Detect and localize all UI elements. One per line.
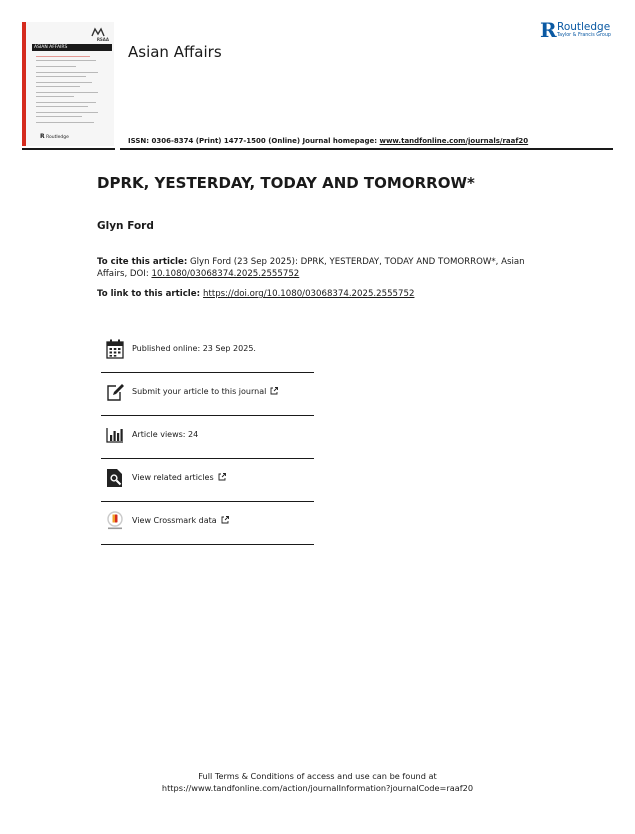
publisher-logo: [540, 20, 616, 42]
article-link: To link to this article: https://doi.org/10.1080/03068374.2025.2555752: [97, 289, 415, 299]
article-views-text: Article views: 24: [132, 430, 199, 439]
article-author: Glyn Ford: [97, 220, 154, 232]
published-online-text: Published online: 23 Sep 2025.: [132, 344, 256, 353]
related-articles-row[interactable]: [101, 459, 314, 502]
header-rule: [22, 148, 115, 150]
published-online-row: [101, 330, 314, 373]
related-articles-link[interactable]: View related articles: [132, 473, 226, 482]
crossmark-icon: [106, 511, 124, 531]
article-title: DPRK, YESTERDAY, TODAY AND TOMORROW*: [97, 174, 475, 192]
journal-name: Asian Affairs: [128, 43, 222, 61]
publisher-name: Routledge: [557, 21, 611, 33]
external-link-icon: [270, 387, 278, 395]
terms-link[interactable]: https://www.tandfonline.com/action/journalInformation?journalCode=raaf20: [161, 783, 474, 793]
cover-publisher-logo: R Routledge: [40, 133, 69, 140]
publisher-tagline: Taylor & Francis Group: [557, 33, 611, 38]
submit-article-link[interactable]: Submit your article to this journal: [132, 387, 278, 396]
terms-text: Full Terms & Conditions of access and use can be found at: [198, 771, 437, 781]
journal-cover-image: [22, 22, 114, 146]
calendar-icon: [106, 339, 124, 359]
edit-icon: [106, 382, 124, 402]
citation: To cite this article: Glyn Ford (23 Sep 2025): DPRK, YESTERDAY, TODAY AND TOMORROW*, Asian Affairs, DOI: 10.1080/03068374.2025.2555752: [97, 257, 525, 279]
crossmark-link[interactable]: View Crossmark data: [132, 516, 229, 525]
article-info-list: [101, 330, 314, 545]
issn-line: ISSN: 0306-8374 (Print) 1477-1500 (Online) Journal homepage: www.tandfonline.com/journals/raaf20: [128, 137, 529, 145]
external-link-icon: [218, 473, 226, 481]
crossmark-row[interactable]: [101, 502, 314, 545]
header-rule: [120, 148, 613, 150]
doi-link[interactable]: 10.1080/03068374.2025.2555752: [151, 269, 300, 279]
routledge-mark-icon: R: [540, 18, 557, 42]
bar-chart-icon: [106, 425, 124, 445]
external-link-icon: [221, 516, 229, 524]
article-url-link[interactable]: https://doi.org/10.1080/03068374.2025.2555752: [203, 289, 415, 299]
article-views-row: [101, 416, 314, 459]
journal-homepage-link[interactable]: www.tandfonline.com/journals/raaf20: [379, 137, 529, 145]
submit-article-row[interactable]: [101, 373, 314, 416]
cover-masthead: ASIAN AFFAIRS: [32, 44, 112, 51]
terms-footer: [0, 770, 635, 794]
cover-emblem-text: RSAA: [96, 37, 109, 42]
search-document-icon: [106, 468, 124, 488]
